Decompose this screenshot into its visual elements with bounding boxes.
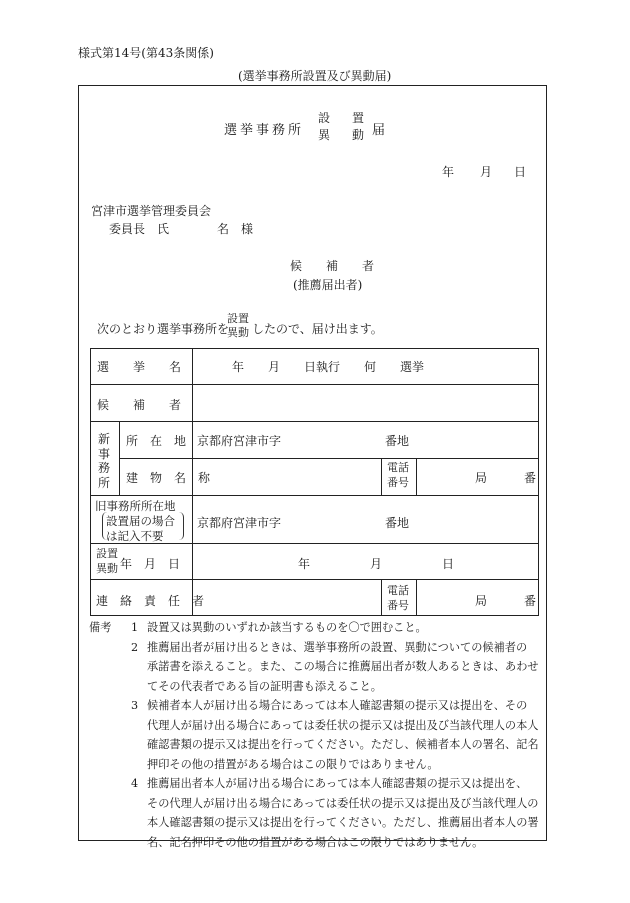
submitter-role-sub: (推薦届出者) — [293, 278, 363, 292]
note-3-num: 3 — [131, 699, 139, 712]
title-option-bottom-b: 動 — [351, 128, 364, 142]
note-3-line-2: 代理人が届け出る場合にあっては委任状の提示又は提出及び当該代理人の本人 — [147, 718, 539, 732]
statement-before: 次のとおり選挙事務所を — [97, 322, 230, 336]
rule-row4 — [91, 495, 538, 496]
date-year: 年 — [442, 165, 455, 179]
contact-phone-bottom: 番号 — [387, 599, 409, 612]
note-2-num: 2 — [131, 640, 139, 654]
title-option-top-text — [318, 109, 364, 126]
date-value: 年 月 日 — [298, 557, 455, 571]
note-1-line-1: 設置又は異動のいずれか該当するものを〇で囲むこと。 — [147, 621, 427, 634]
rule-row1 — [91, 384, 538, 385]
title-option-top — [318, 109, 364, 126]
notes-block — [89, 618, 539, 852]
rule-phone-col4 — [416, 579, 417, 615]
rule-row2 — [91, 421, 538, 422]
contact-phone-ban: 番 — [524, 594, 537, 608]
note-3 — [89, 696, 539, 774]
note-2-indent — [89, 638, 131, 697]
rule-phone-col2 — [416, 458, 417, 495]
addressee-org: 宮津市選挙管理委員会 — [91, 204, 212, 218]
note-2-line-3: てその代表者である旨の証明書も添えること。 — [147, 679, 382, 693]
new-office-char-2: 事 — [98, 446, 111, 461]
note-4-line-2: その代理人が届け出る場合にあっては委任状の提示又は提出及び当該代理人の — [147, 796, 539, 810]
old-office-note-1: 設置届の場合 — [106, 514, 175, 528]
note-3-line-1: 候補者本人が届け出る場合にあっては本人確認書類の提示又は提出を、その — [147, 699, 528, 712]
old-location-left: 京都府宮津市字 — [197, 516, 282, 530]
note-4-lines — [147, 774, 539, 852]
contact-phone-top: 電話 — [387, 584, 409, 597]
location-label: 所 在 地 — [126, 434, 187, 448]
title-option-bottom-text — [318, 126, 364, 143]
note-4-line-1: 推薦届出者本人が届け出る場合にあっては本人確認書類の提示又は提出を、 — [147, 777, 528, 790]
note-4-indent — [89, 774, 131, 852]
date-label: 年 月 日 — [120, 557, 181, 571]
note-1 — [89, 618, 539, 638]
new-office-char-1: 新 — [98, 432, 111, 446]
title-option-bottom — [318, 126, 364, 143]
note-2 — [89, 638, 539, 697]
rule-row6 — [91, 579, 538, 580]
phone-top: 電話 — [387, 461, 409, 474]
note-4-line-4: 名、記名押印その他の措置がある場合はこの限りではありません。 — [147, 835, 484, 849]
rule-phone-col1 — [381, 458, 382, 495]
rule-phone-col3 — [381, 579, 382, 615]
note-2-lines — [147, 638, 539, 697]
date-opt-top: 設置 — [96, 547, 118, 560]
form-subtitle: (選挙事務所設置及び異動届) — [238, 69, 392, 83]
form-number: 様式第14号(第43条関係) — [78, 46, 214, 60]
notes-heading: 備考 — [89, 621, 112, 634]
election-label: 選 挙 名 — [97, 360, 182, 374]
date-month: 月 — [480, 165, 493, 179]
new-office-char-3: 務 — [98, 461, 111, 475]
note-3-line-4: 押印その他の措置がある場合はこの限りではありません。 — [147, 757, 439, 771]
rule-new-office-col — [119, 421, 120, 495]
phone-kyoku: 局 — [475, 471, 488, 485]
note-1-num: 1 — [131, 621, 139, 634]
note-3-line-3: 確認書類の提示又は提出を行ってください。ただし、候補者本人の署名、記名 — [147, 738, 539, 751]
candidate-label: 候 補 者 — [97, 398, 182, 412]
statement-option-top: 設置 — [227, 312, 249, 325]
old-office-note-2: は記入不要 — [106, 529, 164, 543]
title-prefix: 選挙事務所 — [224, 123, 305, 138]
phone-ban: 番 — [524, 471, 537, 485]
election-value: 年 月 日執行 何 選挙 — [232, 360, 425, 374]
title-suffix: 届 — [372, 123, 386, 138]
contact-phone-kyoku: 局 — [475, 594, 488, 608]
note-2-line-2: 承諾書を添えること。また、この場合に推薦届出者が数人あるときは、あわせ — [147, 660, 539, 673]
note-3-indent — [89, 696, 131, 774]
note-4-line-3: 本人確認書類の提示又は提出を行ってください。ただし、推薦届出者本人の署 — [147, 816, 539, 829]
statement-option-bottom: 異動 — [227, 326, 249, 339]
date-opt-bottom: 異動 — [96, 562, 118, 575]
title-option-top-b: 置 — [351, 111, 364, 125]
note-2-line-1: 推薦届出者が届け出るときは、選挙事務所の設置、異動についての候補者の — [147, 640, 528, 654]
note-4 — [89, 774, 539, 852]
old-office-label: 旧事務所所在地 — [95, 499, 176, 513]
rule-row3 — [119, 458, 538, 459]
title-option-top-a: 設 — [318, 111, 331, 125]
title-option-bottom-a: 異 — [318, 128, 331, 142]
addressee-person: 委員長 氏 名 様 — [109, 222, 254, 236]
submitter-role: 候 補 者 — [290, 259, 375, 273]
note-4-num: 4 — [131, 777, 139, 790]
new-office-label — [98, 432, 112, 490]
date-day: 日 — [514, 165, 527, 179]
old-location-right: 番地 — [385, 516, 410, 530]
statement-after: したので、届け出ます。 — [252, 322, 383, 336]
new-office-char-4: 所 — [98, 475, 111, 490]
note-3-lines — [147, 696, 539, 774]
phone-bottom: 番号 — [387, 476, 409, 489]
location-value-right: 番地 — [385, 434, 410, 448]
contact-label: 連 絡 責 任 者 — [96, 594, 205, 608]
building-label: 建 物 名 称 — [126, 471, 211, 485]
location-value-left: 京都府宮津市字 — [197, 434, 282, 448]
